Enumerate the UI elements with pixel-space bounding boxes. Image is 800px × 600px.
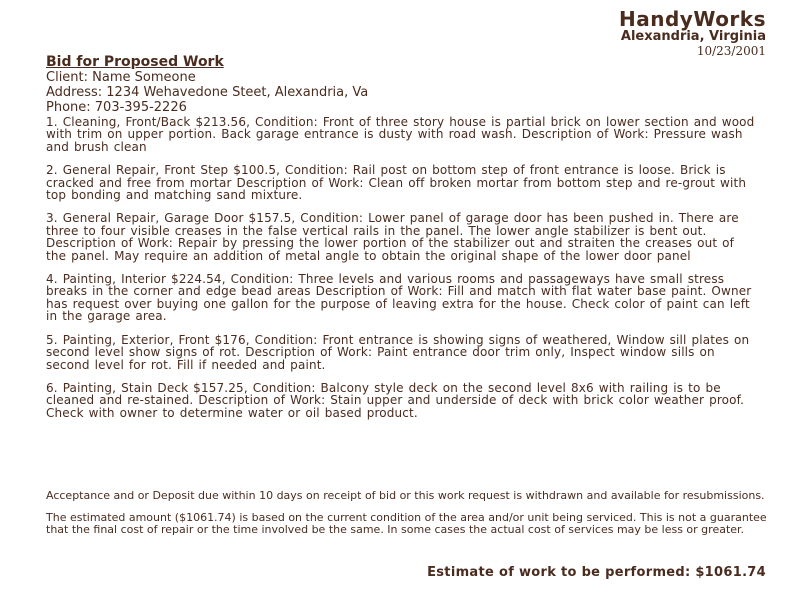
estimate-note: The estimated amount ($1061.74) is based on the current condition of the area and/or unit being serviced. This is not a guarantee that the final cost of repair or the time involved be the same. In some cases the actual cost of services may be less or greater. bbox=[46, 510, 767, 536]
client-info bbox=[46, 70, 368, 115]
company-name: HandyWorks bbox=[619, 7, 766, 31]
estimate-total: Estimate of work to be performed: $1061.74 bbox=[427, 565, 766, 580]
company-city: Alexandria, Virginia bbox=[620, 29, 766, 44]
work-item: 6. Painting, Stain Deck $157.25, Condition: Balcony style deck on the second level 8x6 with railing is to be cleaned and re-stained. Description of Work: Stain upper and underside of deck with brick color weather proof. Check with owner to determine water or oil based product. bbox=[46, 380, 745, 420]
terms-notes bbox=[46, 490, 768, 546]
client-address: Address: 1234 Wehavedone Steet, Alexandria, Va bbox=[46, 85, 369, 100]
work-item: 5. Painting, Exterior, Front $176, Condition: Front entrance is showing signs of weathered, Window sill plates on second level show signs of rot. Description of Work: Paint entrance door trim only, Inspect window sills on second level for rot. Fill if needed and paint. bbox=[46, 332, 750, 372]
work-items bbox=[46, 116, 758, 430]
client-phone: Phone: 703-395-2226 bbox=[46, 100, 187, 115]
document-date: 10/23/2001 bbox=[696, 44, 766, 58]
work-item: 1. Cleaning, Front/Back $213.56, Condition: Front of three story house is partial brick on lower section and wood with trim on upper portion. Back garage entrance is dusty with road wash. Description of Work: Pressure wash and brush clean bbox=[46, 115, 755, 154]
acceptance-note: Acceptance and or Deposit due within 10 days on receipt of bid or this work request is withdrawn and available for resubmissions. bbox=[46, 489, 765, 502]
document-title: Bid for Proposed Work bbox=[46, 54, 224, 70]
company-header bbox=[619, 8, 766, 58]
work-item: 2. General Repair, Front Step $100.5, Condition: Rail post on bottom step of front entrance is loose. Brick is cracked and free from mortar Description of Work: Clean off broken mortar from bottom step and re-grout with top bonding and matching sand mixture. bbox=[46, 163, 747, 203]
work-item: 3. General Repair, Garage Door $157.5, Condition: Lower panel of garage door has been pushed in. There are three to four visible creases in the false vertical rails in the panel. The lower angle stabilizer is bent out. Description of Work: Repair by pressing the lower portion of the stabilizer out and straiten the creases out of the panel. May require an addition of metal angle to obtain the original shape of the lower door panel bbox=[46, 211, 739, 263]
client-name: Client: Name Someone bbox=[46, 70, 196, 85]
work-item: 4. Painting, Interior $224.54, Condition: Three levels and various rooms and passageways have small stress breaks in the corner and edge bead areas Description of Work: Fill and match with flat water base paint. Owner has request over buying one gallon for the purpose of leaving extra for the house. Check color of paint can left in the garage area. bbox=[46, 272, 752, 324]
